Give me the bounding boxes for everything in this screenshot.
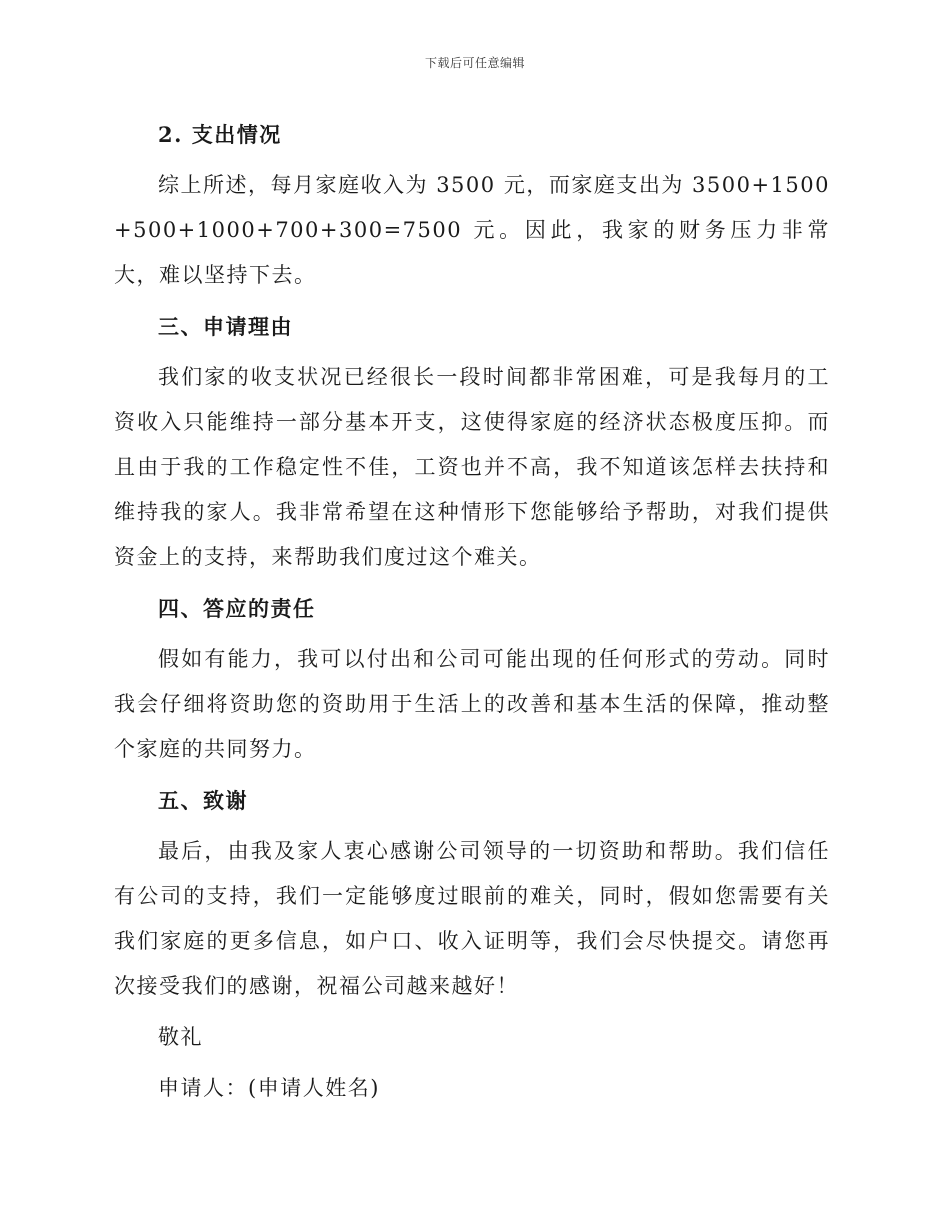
- heading-responsibility: 四、答应的责任: [158, 596, 316, 621]
- document-body: [114, 112, 830, 1117]
- applicant-signature: 申请人：(申请人姓名): [158, 1076, 380, 1100]
- paragraph-expense: 综上所述，每月家庭收入为 3500 元，而家庭支出为 3500+1500+500+1000+700+300=7500 元。因此，我家的财务压力非常大，难以坚持下去。: [114, 173, 830, 287]
- paragraph-responsibility: 假如有能力，我可以付出和公司可能出现的任何形式的劳动。同时我会仔细将资助您的资助用于生活上的改善和基本生活的保障，推动整个家庭的共同努力。: [114, 647, 830, 761]
- heading-reason: 三、申请理由: [158, 314, 293, 339]
- closing-salutation: 敬礼: [158, 1025, 203, 1049]
- heading-thanks: 五、致谢: [158, 788, 248, 813]
- paragraph-thanks: 最后，由我及家人衷心感谢公司领导的一切资助和帮助。我们信任有公司的支持，我们一定能够度过眼前的难关，同时，假如您需要有关我们家庭的更多信息，如户口、收入证明等，我们会尽快提交。请您再次接受我们的感谢，祝福公司越来越好！: [114, 839, 830, 998]
- header-note: 下载后可任意编辑: [424, 56, 525, 70]
- heading-expense: 2. 支出情况: [158, 122, 282, 147]
- paragraph-reason: 我们家的收支状况已经很长一段时间都非常困难，可是我每月的工资收入只能维持一部分基本开支，这使得家庭的经济状态极度压抑。而且由于我的工作稳定性不佳，工资也并不高，我不知道该怎样去扶持和维持我的家人。我非常希望在这种情形下您能够给予帮助，对我们提供资金上的支持，来帮助我们度过这个难关。: [114, 365, 830, 569]
